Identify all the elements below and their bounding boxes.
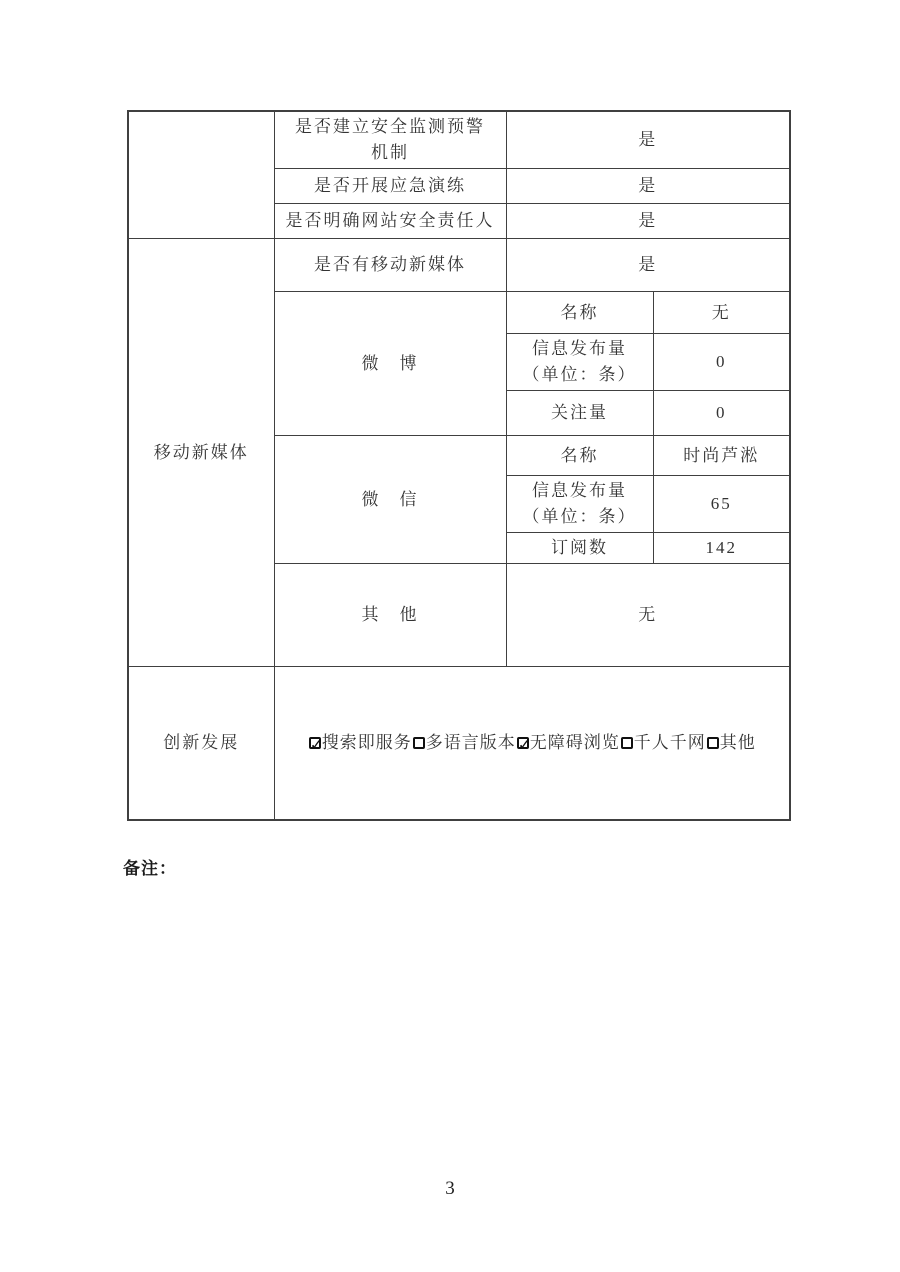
option-label: 其他: [719, 732, 756, 752]
checkbox-unchecked-icon: [413, 737, 425, 749]
value-weibo-posts: 0: [653, 334, 790, 391]
section-cell-mobile-media: 移动新媒体: [128, 239, 274, 667]
value-wechat-subscribers: 142: [653, 533, 790, 564]
label-emergency-drill: 是否开展应急演练: [274, 169, 506, 204]
table-row: [128, 239, 790, 292]
label-weibo: 微 博: [274, 292, 506, 436]
section-cell-innovation: 创新发展: [128, 667, 274, 820]
option-other: [706, 730, 756, 756]
value-weibo-followers: 0: [653, 391, 790, 436]
remark-label: 备注：: [123, 859, 177, 878]
label-wechat-name: 名称: [506, 436, 653, 476]
label-wechat-subscribers: 订阅数: [506, 533, 653, 564]
option-label: 千人千网: [633, 732, 706, 752]
table-row: [128, 667, 790, 820]
innovation-options-line: [279, 730, 786, 756]
page-number: 3: [445, 1178, 455, 1199]
annual-report-table: [127, 110, 791, 821]
label-weibo-posts: [506, 334, 653, 391]
option-label: 搜索即服务: [321, 732, 412, 752]
label-wechat: 微 信: [274, 436, 506, 564]
option-accessibility: [516, 730, 620, 756]
value-wechat-posts: 65: [653, 476, 790, 533]
checkbox-checked-icon: [517, 737, 529, 749]
label-security-monitoring: [274, 111, 506, 169]
checkbox-unchecked-icon: [707, 737, 719, 749]
empty-section-cell: [128, 111, 274, 239]
option-personalized-web: [620, 730, 706, 756]
label-line: （单位：条）: [522, 507, 637, 526]
label-weibo-name: 名称: [506, 292, 653, 334]
label-line: 机制: [371, 143, 409, 162]
innovation-options-cell: [274, 667, 790, 820]
label-line: 是否建立安全监测预警: [295, 117, 485, 136]
option-multilingual: [412, 730, 516, 756]
checkbox-unchecked-icon: [621, 737, 633, 749]
option-label: 无障碍浏览: [529, 732, 620, 752]
value-other-media: 无: [506, 564, 790, 667]
value-emergency-drill: 是: [506, 169, 790, 204]
option-label: 多语言版本: [425, 732, 516, 752]
value-security-monitoring: 是: [506, 111, 790, 169]
value-weibo-name: 无: [653, 292, 790, 334]
label-other-media: 其 他: [274, 564, 506, 667]
value-security-responsible: 是: [506, 204, 790, 239]
label-line: 信息发布量: [532, 481, 627, 500]
label-line: （单位：条）: [522, 365, 637, 384]
table-row: [128, 111, 790, 169]
option-search-as-service: [308, 730, 412, 756]
value-wechat-name: 时尚芦淞: [653, 436, 790, 476]
label-weibo-followers: 关注量: [506, 391, 653, 436]
label-wechat-posts: [506, 476, 653, 533]
label-line: 信息发布量: [532, 339, 627, 358]
value-has-mobile-media: 是: [506, 239, 790, 292]
checkbox-checked-icon: [309, 737, 321, 749]
label-has-mobile-media: 是否有移动新媒体: [274, 239, 506, 292]
label-security-responsible: 是否明确网站安全责任人: [274, 204, 506, 239]
